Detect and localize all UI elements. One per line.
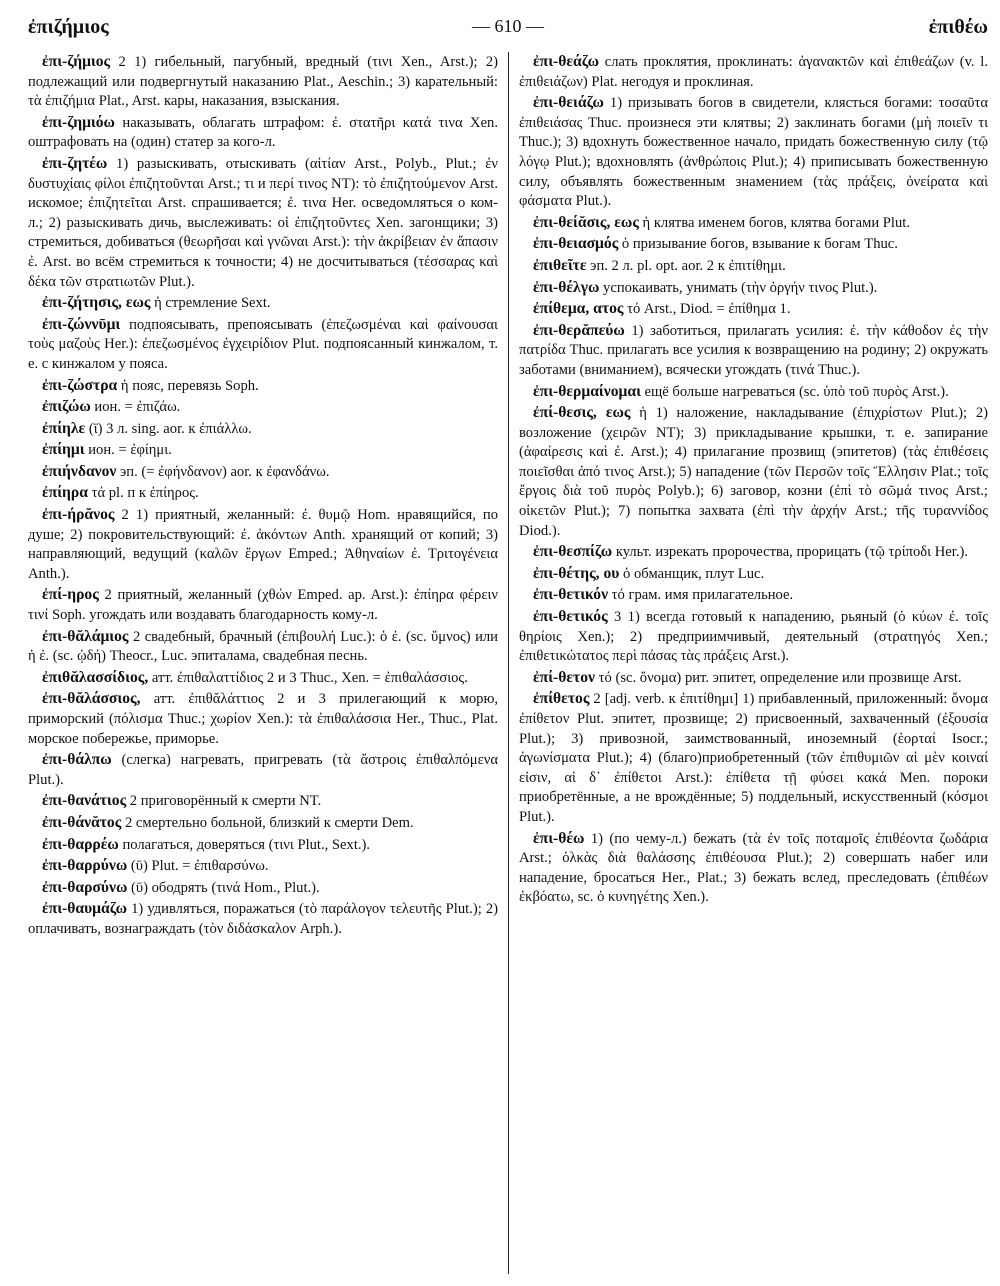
entry-headword: ἐπι-ζητέω — [42, 154, 108, 172]
entry-definition: τό Arst., Diod. = ἐπίθημα 1. — [623, 301, 791, 318]
entry-definition: τά pl. п к ἐπίηρος. — [87, 485, 199, 502]
right-column — [508, 52, 988, 1274]
entry-headword: ἐπι-θάλπω — [42, 751, 112, 769]
entry-definition: 1) заботиться, прилагать усилия: ἐ. τὴν κάθοδον ἐς τὴν πατρίδα Thuc. прилагать все усилия к возвращению на родину; 2) окружать заботами (вниманием), всячески угождать (τινά Thuc.). — [519, 322, 988, 378]
entry-definition: ἡ 1) наложение, накладывание (ἐπιχρίστων Plut.); 2) возложение (χειρῶν NT); 3) прикладывание крышки, т. е. запирание (ἀφαίρεσις καὶ ἐ. Arst.); 4) прилагание прозвищ (эпитетов) (τὰς ἐπιθέσεις ποιεῖσθαι ἀπό τινος Arst.); 5) нападение (τῶν Περσῶν τοῖς Ἕλλησιν Plat.; τοῖς ἔργοις διὰ τοῦ πυρὸς Polyb.); 6) заговор, козни (ἐπὶ τὸ σῶμά τινος Arst.; οἰκετῶν Plut.); 7) попытка захвата (ἐπὶ τὴν ἀρχήν Arst.; τῆς τυραννίδος Diod.). — [519, 405, 988, 539]
running-head — [28, 10, 988, 46]
entry-headword: ἐπι-ήρᾰνος — [42, 506, 115, 524]
left-column — [28, 52, 508, 1274]
dictionary-entry — [519, 382, 988, 403]
entry-definition: ὁ призывание богов, взывание к богам Thuc. — [618, 236, 898, 253]
entry-headword: ἐπιθεῖτε — [533, 256, 587, 274]
dictionary-entry — [519, 607, 988, 667]
dictionary-entry — [28, 689, 498, 749]
entry-headword: ἐπι-θεσπίζω — [533, 543, 613, 561]
dictionary-entry — [28, 376, 498, 397]
entry-definition: (ῡ) ободрять (τινά Hom., Plut.). — [127, 879, 320, 896]
entry-definition: наказывать, облагать штрафом: ἐ. στατῆρι κατά τινα Xen. оштрафовать на (один) статер за кого-л. — [28, 114, 498, 151]
entry-definition: полагаться, доверяться (τινι Plut., Sext.). — [118, 836, 371, 853]
entry-definition: 1) (по чему-л.) бежать (τὰ ἐν τοῖς ποταμοῖς ἐπιθέοντα ζωδάρια Arst.; ὁλκὰς διὰ θαλάσσης ἐπιθέουσα Plut.); 2) совершать набег или нападение, бросаться Her., Plat.; 3) бежать вслед, преследовать (ἐπιθέων ἐκβόατω, sc. ὁ κυνηγέτης Xen.). — [519, 830, 988, 906]
dictionary-entry — [28, 813, 498, 834]
dictionary-entry — [519, 93, 988, 212]
entry-definition: эп. (= ἐφήνδανον) aor. к ἐφανδάνω. — [116, 463, 330, 480]
dictionary-entry — [28, 462, 498, 483]
entry-definition: τό (sc. ὄνομα) рит. эпитет, определение или прозвище Arst. — [595, 669, 962, 686]
entry-definition: ещё больше нагреваться (sc. ὑπὸ τοῦ πυρὸς Arst.). — [640, 383, 949, 400]
entry-headword: ἐπι-θαρσύνω — [42, 878, 128, 896]
entry-headword: ἐπι-θέτης, ου — [533, 564, 620, 582]
dictionary-entry — [519, 542, 988, 563]
columns — [28, 52, 988, 1274]
entry-headword: ἐπίθεμα, ατος — [533, 300, 624, 318]
dictionary-entry — [28, 791, 498, 812]
entry-headword: ἐπι-θᾰλάμιος — [42, 627, 129, 645]
entry-headword: ἐπι-θαρρέω — [42, 835, 119, 853]
dictionary-entry — [28, 52, 498, 112]
entry-headword: ἐπιζώω — [42, 398, 91, 416]
dictionary-entry — [28, 750, 498, 790]
dictionary-entry — [28, 668, 498, 689]
entry-definition: τό грам. имя прилагательное. — [608, 587, 794, 604]
entry-headword: ἐπι-θετικός — [533, 608, 608, 626]
running-head-right: ἐπιθέω — [928, 16, 988, 38]
entry-definition: (слегка) нагревать, пригревать (τὰ ἄστροις ἐπιθαλπόμενα Plut.). — [28, 752, 498, 788]
dictionary-entry — [28, 585, 498, 625]
dictionary-entry — [28, 856, 498, 877]
dictionary-entry — [28, 899, 498, 939]
entry-definition: ὁ обманщик, плут Luc. — [619, 565, 765, 582]
dictionary-entry — [28, 505, 498, 584]
dictionary-entry — [519, 668, 988, 689]
entry-headword: ἐπίημι — [42, 441, 85, 459]
entry-headword: ἐπί-ηρος — [42, 586, 99, 604]
dictionary-entry — [519, 234, 988, 255]
dictionary-entry — [28, 483, 498, 504]
dictionary-entry — [28, 878, 498, 899]
dictionary-entry — [519, 52, 988, 92]
entry-definition: 2 приятный, желанный (χθών Emped. ap. Arst.): ἐπίηρα φέρειν τινί Soph. угождать или воздавать благодарность кому-л. — [28, 587, 498, 624]
entry-definition: 2 свадебный, брачный (ἐπιβουλή Luc.): ὁ ἐ. (sc. ὕμνος) или ἡ ἐ. (sc. ᾠδή) Theocr., Luc. эпиталама, свадебная песнь. — [28, 628, 498, 665]
entry-definition: ἡ клятва именем богов, клятва богами Plut. — [638, 214, 910, 231]
dictionary-entry — [28, 419, 498, 440]
entry-definition: 1) разыскивать, отыскивать (αἰτίαν Arst., Polyb., Plut.; ἐν δυστυχίαις φίλοι ἐπιζητοῦνται Arst.; τι и περί τινος NT): τὸ ἐπιζητούμενον Arst. искомое; ἐπιζητεῖται Arst. спрашивается; ἐ. τινα Her. осведомляться о ком-л.; 2) разыскивать дичь, выслеживать: οἱ ἐπιζητοῦντες Xen. загонщики; 3) стремиться, добиваться (θεωρῆσαι καὶ γνῶναι Arst.): τὴν ἀκρίβειαν ἐν ἅπασιν ἐ. Arst. во всём стремиться к точности; 4) не досчитываться (τέσσαρας καὶ δέκα τῶν στρατιωτῶν Plut.). — [28, 155, 498, 290]
dictionary-entry — [28, 397, 498, 418]
entry-headword: ἐπι-θέω — [533, 829, 585, 847]
entry-definition: культ. изрекать пророчества, прорицать (τῷ τρίποδι Her.). — [612, 544, 968, 561]
entry-definition: ион. = ἐφίημι. — [84, 442, 172, 459]
entry-definition: (ῑ) 3 л. sing. aor. к ἐπιάλλω. — [85, 420, 252, 437]
entry-definition: эп. 2 л. pl. opt. aor. 2 к ἐπιτίθημι. — [586, 257, 786, 274]
entry-headword: ἐπιήνδανον — [42, 462, 117, 480]
entry-headword: ἐπί-θεσις, εως — [533, 404, 631, 422]
entry-definition: 2 [adj. verb. к ἐπιτίθημι] 1) прибавленный, приложенный: ὄνομα ἐπίθετον Plut. эпитет, прозвище; 2) присвоенный, захваченный (ἐξουσία Plut.); 3) привозной, заимствованный, иноземный (ἑορταί Isocr.; ἀγωνίσματα Plut.); 4) (благо)приобретенный (τῶν ἐπιθυμιῶν αἱ μὲν κοιναί εἰσιν, αἱ δ᾿ ἐπίθετοι Arst.): ἐπίθετα τῇ φύσει κακά Men. пороки приобретённые, а не врождённые; 5) поддельный, искусственный (κόσμοι Plut.). — [519, 691, 988, 825]
entry-definition: 1) удивляться, поражаться (τὸ παράλογον τελευτῆς Plut.); 2) оплачивать, вознаграждать (τὸν διδάσκαλον Arph.). — [28, 901, 498, 937]
entry-headword: ἐπι-ζημιόω — [42, 113, 115, 131]
dictionary-entry — [519, 403, 988, 541]
entry-definition: подпоясывать, препоясывать (ἐπεζωσμέναι καὶ φαίνουσαι τοὺς μαζοὺς Her.): ἐπεζωσμένος ἐγχειρίδιον Plut. подпоясанный кинжалом, т. е. с кинжалом у пояса. — [28, 316, 498, 372]
entry-definition: атт. ἐπιθαλαττίδιος 2 и 3 Thuc., Xen. = ἐπιθαλάσσιος. — [148, 669, 468, 686]
entry-headword: ἐπι-θανάτιος — [42, 792, 127, 810]
entry-headword: ἐπί-θετον — [533, 668, 595, 686]
entry-headword: ἐπι-θαρρύνω — [42, 857, 128, 875]
entry-definition: 3 1) всегда готовый к нападению, рьяный (ὁ κύων ἐ. τοῖς θηρίοις Xen.); 2) предприимчивый, деятельный (στρατηγός Xen.; ἐπιθετικώτατος περὶ πάσας τὰς πράξεις Arst.). — [519, 609, 988, 665]
dictionary-entry — [28, 315, 498, 375]
dictionary-entry — [519, 585, 988, 606]
dictionary-entry — [519, 278, 988, 299]
entry-headword: ἐπι-θείᾰσις, εως — [533, 213, 639, 231]
dictionary-entry — [28, 113, 498, 153]
entry-headword: ἐπι-θέλγω — [533, 278, 600, 296]
dictionary-entry — [519, 321, 988, 381]
entry-headword: ἐπι-ζήτησις, εως — [42, 294, 151, 312]
entry-headword: ἐπι-θαυμάζω — [42, 900, 128, 918]
entry-definition: 1) призывать богов в свидетели, клясться богами: τοσαῦτα ἐπιθειάσας Thuc. произнеся эти клятвы; 2) заклинать богами (μὴ ποιεῖν τι Thuc.); 3) вдохнуть божественное начало, придать божественную силу (τῷ λόγῳ Plut.); вдохновлять (ἀνθρώποις Plut.); 4) приписывать божественную силу, объявлять божественным знамением (τὰς πράξεις, ὀνείρατα καὶ φάσματα Plut.). — [519, 95, 988, 210]
dictionary-entry — [28, 154, 498, 292]
entry-headword: ἐπι-ζώννῡμι — [42, 315, 121, 333]
entry-definition: 2 приговорённый к смерти NT. — [126, 793, 322, 810]
dictionary-entry — [28, 440, 498, 461]
entry-definition: 2 1) гибельный, пагубный, вредный (τινι Xen., Arst.); 2) подлежащий или подвергнутый наказанию Plat., Aeschin.; 3) карательный: τὰ ἐπιζήμια Plat., Arst. кары, наказания, взыскания. — [28, 54, 498, 110]
entry-headword: ἐπίθετος — [533, 690, 590, 708]
entry-definition: 2 смертельно больной, близкий к смерти Dem. — [121, 814, 414, 831]
dictionary-entry — [519, 564, 988, 585]
entry-definition: атт. ἐπιθᾰλάττιος 2 и 3 прилегающий к морю, приморский (πόλισμα Thuc.; χωρίον Xen.): τὰ ἐπιθαλάσσια Her., Thuc., Plat. морское побережье, приморье. — [28, 691, 498, 747]
entry-headword: ἐπι-θεάζω — [533, 53, 600, 70]
entry-headword: ἐπι-θερᾰπεύω — [533, 321, 625, 339]
entry-definition: слать проклятия, проклинать: ἀγανακτῶν καὶ ἐπιθεάζων (v. l. ἐπιθειάζων) Plat. негодуя и проклиная. — [519, 54, 988, 90]
page-number: — 610 — — [472, 16, 544, 36]
entry-headword: ἐπίηρα — [42, 484, 88, 502]
entry-definition: (ῡ) Plut. = ἐπιθαρσύνω. — [127, 858, 269, 875]
entry-definition: 2 1) приятный, желанный: ἐ. θυμῷ Hom. нравящийся, по душе; 2) покровительствующий: ἐ. ἀκόντων Anth. хранящий от копий; 3) направляющий, ведущий (καλῶν ἔργων Emped.; Ἀθηναίων ἐ. Τριτογένεια Anth.). — [28, 507, 498, 582]
running-head-left: ἐπιζήμιος — [28, 16, 109, 38]
dictionary-entry — [519, 829, 988, 908]
dictionary-entry — [519, 213, 988, 234]
entry-definition: ἡ стремление Sext. — [150, 295, 271, 312]
dictionary-entry — [28, 835, 498, 856]
dictionary-entry — [519, 689, 988, 827]
dictionary-entry — [519, 299, 988, 320]
entry-headword: ἐπι-ζώστρα — [42, 376, 118, 394]
entry-headword: ἐπιθᾰλασσίδιος, — [42, 668, 149, 686]
dictionary-entry — [28, 293, 498, 314]
entry-headword: ἐπίηλε — [42, 419, 86, 437]
entry-headword: ἐπι-θειασμός — [533, 235, 619, 253]
entry-definition: успокаивать, унимать (τὴν ὀργήν τινος Plut.). — [599, 279, 878, 296]
entry-headword: ἐπι-θετικόν — [533, 586, 609, 604]
entry-headword: ἐπι-θειάζω — [533, 94, 604, 112]
entry-definition: ἡ пояс, перевязь Soph. — [117, 377, 259, 394]
dictionary-entry — [28, 627, 498, 667]
entry-headword: ἐπι-ζήμιος — [42, 53, 111, 70]
entry-headword: ἐπι-θάνᾰτος — [42, 813, 122, 831]
dictionary-entry — [519, 256, 988, 277]
entry-headword: ἐπι-θᾰλάσσιος, — [42, 690, 141, 708]
entry-headword: ἐπι-θερμαίνομαι — [533, 382, 641, 400]
entry-definition: ион. = ἐπιζάω. — [90, 399, 181, 416]
